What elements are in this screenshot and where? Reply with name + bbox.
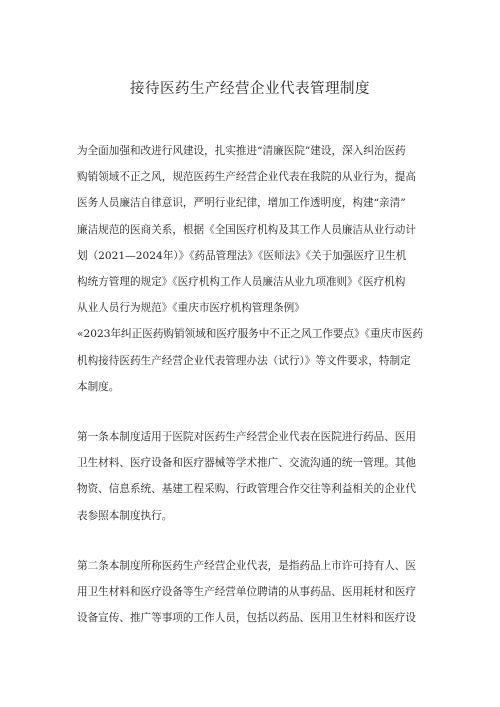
paragraph-line: 为全面加强和改进行风建设，扎实推进“清廉医院”建设，深入纠治医药	[77, 145, 406, 157]
paragraph	[77, 424, 437, 529]
paragraph-line: 机构接待医药生产经营企业代表管理办法（试行）》等文件要求，特制定	[77, 354, 411, 367]
paragraph	[77, 138, 437, 400]
paragraph-line: «2023年纠正医药购销领域和医疗服务中不正之风工作要点》《重庆市医药	[77, 328, 423, 341]
document-title: 接待医药生产经营企业代表管理制度	[130, 81, 370, 97]
paragraph-line: 廉洁规范的医商关系，根据《全国医疗机构及其工作人员廉洁从业行动计	[77, 223, 416, 236]
paragraph-line: 从业人员行为规范》《重庆市医疗机构管理条例》	[77, 302, 305, 315]
paragraph	[77, 553, 437, 632]
paragraph-line: 购销领域不正之风，规范医药生产经营企业代表在我院的从业行为，提高	[77, 171, 416, 184]
paragraph-line: 设备宣传、推广等事项的工作人员，包括以药品、医用卫生材料和医疗设	[77, 612, 416, 625]
document-body	[77, 138, 437, 631]
paragraph-line: 第一条本制度适用于医院对医药生产经营企业代表在医院进行药品、医用	[77, 431, 416, 444]
paragraph-line: 第二条本制度所称医药生产经营企业代表，是指药品上市许可持有人、医	[77, 559, 416, 572]
paragraph-line: 用卫生材料和医疗设备等生产经营单位聘请的从事药品、医用耗材和医疗	[77, 586, 416, 599]
paragraph-line: 医务人员廉洁自律意识，严明行业纪律，增加工作透明度，构建“亲清”	[77, 197, 406, 210]
paragraph-line: 物资、信息系统、基建工程采购、行政管理合作交往等利益相关的企业代	[77, 483, 416, 496]
paragraph-line: 构统方管理的规定》《医疗机构工作人员廉洁从业九项准则》《医疗机构	[77, 276, 406, 289]
paragraph-line: 表参照本制度执行。	[77, 509, 173, 522]
paragraph-line: 本制度。	[77, 380, 120, 393]
paragraph-line: 划（2021—2024年）》《药品管理法》《医师法》《关于加强医疗卫生机	[77, 249, 407, 262]
paragraph-line: 卫生材料、医疗设备和医疗器械等学术推广、交流沟通的统一管理。其他	[77, 457, 416, 470]
